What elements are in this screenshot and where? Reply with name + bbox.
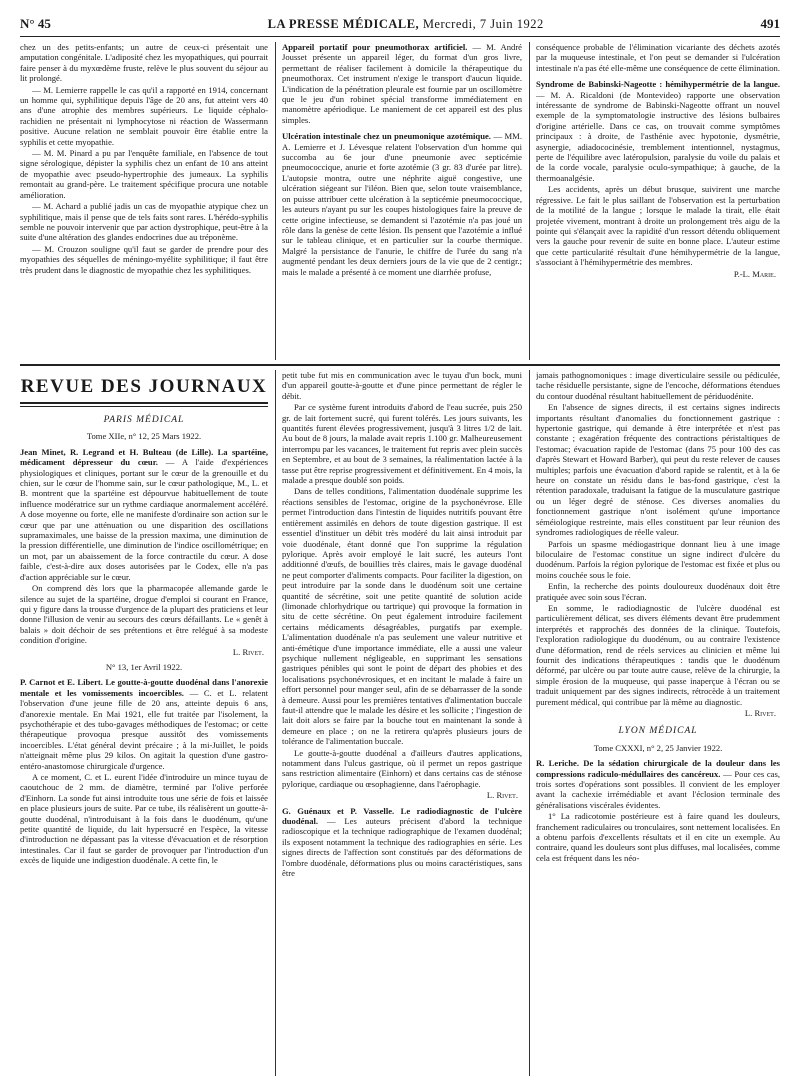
paragraph: — M. Achard a publié jadis un cas de myopathie atypique chez un syphilitique, mais il pense que de tels faits sont rares. L'hérédo-syphilis semble ne pouvoir intervenir que par action dystrophique, peut-être à la suite d'une altération des glandes endocrines due au tréponème. [20,201,268,243]
journal-name: LA PRESSE MÉDICALE, [267,17,420,31]
top-column-2 [282,42,522,362]
column-divider [529,42,530,360]
paragraph: A ce moment, C. et L. eurent l'idée d'introduire un mince tuyau de caoutchouc de 2 mm. de diamètre, terminé par l'olive perforée d'Einhorn. La sonde fut ainsi introduite tous une série de fois et laissée en place plusieurs jours de suite. Par ce tube, ils réalisèrent un goutte-à-goutte duodénal, n'introduisant à la fois dans le duodénum, qu'une petite quantité de liquide, du lait hypersucré en l'espèce, la vitesse d'introduction ne dépassant pas la vitesse d'évacuation et de résorption intestinales. Car il faut se garder de provoquer par l'introduction d'un excès de liquide une indigestion duodénale. A cette fin, le [20,772,268,866]
journal-title: PARIS MÉDICAL [103,415,185,425]
article-title: G. Guénaux et P. Vasselle. Le radiodiagnostic de l'ulcère duodénal. [282,805,522,827]
top-column-3 [536,42,780,362]
paragraph: — M. M. Pinard a pu par l'enquête familiale, en l'absence de tout signe sérologique, dépister la syphilis chez un enfant de 10 ans atteint de myopathie avec pseudo-hypertrophie des jumeaux. La syphilis remontait au grand-père. Le traitement spécifique procura une notable amélioration. [20,148,268,200]
header-rule [20,36,780,37]
paragraph: On comprend dès lors que la pharmacopée allemande garde le silence au sujet de la spartéine, drogue d'emploi si courant en France, qui y figure dans la trousse d'urgence de la plupart des praticiens et leur donne l'illusion de venir au secours des cœurs défaillants. Le « genêt à balais » doit déchoir de ses prétentions et être relégué à sa modeste condition d'origine. [20,583,268,646]
section-heading: Appareil portatif pour pneumothorax artificiel. [282,42,468,52]
paragraph: Par ce système furent introduits d'abord de l'eau sucrée, puis 250 gr. de lait fortement sucré, qui furent tolérés. Les jours suivants, les quantités furent élevées progressivement, jusqu'à 3 litres 1/2 de lait. Au bout de 8 jours, la malade avait repris 1.100 gr. Malheureusement interrompu par les vacances, le traitement fut repris avec plein succès en Septembre, et au bout de 3 semaines, la réalimentation lactée à la tasse put être reprise progressivement et définitivement. En 4 mois, la malade a presque doublé son poids. [282,402,522,486]
paragraph: En somme, le radiodiagnostic de l'ulcère duodénal est particulièrement délicat, ses divers éléments devant être prudemment interprétés et rapprochés des données de la clinique. Toutefois, l'exploration radiologique du duodénum, ou au contraire l'existence d'une déformation, rend de réels services au clinicien et même lui fournit des indications thérapeutiques : tandis que le duodénum déformé, par ulcère ou par toute autre cause, relève de la chirurgie, la simple érosion de la muqueuse, qui passe inaperçue à l'écran ou se traduit uniquement par des signes indirects, rétrocède à un traitement purement médical, qui contribue par là même au diagnostic. [536,602,780,707]
page-number: 491 [760,16,780,31]
paragraph: — MM. A. Lemierre et J. Lévesque relatent l'observation d'un homme qui succomba au 6e jour d'une pneumonie avec septicémie pneumococcique, anurie et forte azotémie (3 gr. 83 d'urée par litre). L'autopsie montra, outre une néphrite aiguë congestive, une ulcération siégeant sur l'iléon. Bien que, selon toute vraisemblance, on puisse attribuer cette ulcération à la septicémie pneumococcique, les auteurs n'ayant pu sur les coupes histologiques faire la preuve de cette origine infectieuse, se demandent si l'azotémie n'a pas joué un rôle dans la genèse de cette lésion. Ils pensent que l'azotémie a influé sur le tableau clinique, et en particulier sur la courbe thermique. Malgré la persistance de l'anurie, le chiffre de l'urée du sang n'a augmenté pendant les deux derniers jours de la vie que de 2 centigr.; mais le malade a présenté à ce moment une diarrhée profuse, [282,131,522,277]
section-heading: Ulcération intestinale chez un pneumonique azotémique. [282,131,491,142]
revue-column-3 [536,370,780,1076]
paragraph: petit tube fut mis en communication avec le tuyau d'un bock, muni d'un appareil goutte-à-goutte et d'une pince permettant de régler le débit. [282,370,522,401]
paragraph: — M. Crouzon souligne qu'il faut se garder de prendre pour des myopathies des séquelles de méningo-myélite syphilitique; il faut être très prudent dans le diagnostic de myopathie chez les syphilitiques. [20,243,268,275]
paragraph: — C. et L. relatent l'observation d'une jeune fille de 20 ans, atteinte depuis 6 ans, d'anorexie mentale. En Mai 1921, elle fut traitée par l'isolement, la psychothérapie et des tubo-gavages méthodiques de l'estomac; or cette thérapeutique provoqua presque aussitôt des vomissements incoercibles. L'état général devint précaire ; à la mi-Juillet, le poids n'atteignait même plus 29 kilos. On agitait la question d'une gastro-entéro-anastomose chirurgicale d'urgence. [20,687,268,771]
top-column-1 [20,42,268,362]
paragraph: conséquence probable de l'élimination vicariante des déchets azotés par la muqueuse intestinale, et l'on peut se demander si l'ulcération intestinale n'a pas été elle-même une conséquence de cette élimination. [536,42,780,73]
journal-title: LYON MÉDICAL [618,726,698,737]
signature: L. Rivet. [744,708,776,718]
section-title: REVUE DES JOURNAUX [20,376,268,397]
paragraph: Parfois un spasme médiogastrique donnant lieu à une image biloculaire de l'estomac constitue un signe indirect d'ulcère du duodénum. Parfois la région pylorique de l'estomac est fixée et plus ou moins couchée sous le foie. [536,538,780,580]
paragraph: — M. A. Ricaldoni (de Montevideo) rapporte une observation intéressante de syndrome de Babinski-Nageotte offrant un nouvel exemple de la symptomatologie instructive des lésions bulbaires d'origine artérielle. Dans ce cas, on trouvait comme symptômes principaux : à droite, de l'asthénie avec hypotonie, dysmétrie, asynergie, adiadococinésie, tremblement intentionnel, nystagmus, perte de l'équilibre avec latéropulsion, paralysie du voile du palais et de la corde vocale, paralysie oculo-sympathique; à gauche, de la thermoanalgésie. [536,89,780,183]
signature: L. Rivet. [486,790,518,801]
column-divider [275,370,276,1076]
issue-date: Mercredi, 7 Juin 1922 [422,17,544,31]
paragraph: chez un des petits-enfants; un autre de ceux-ci présentait une amputation congénitale. L'adiposité chez les myopathiques, qui pourrait faire penser à du myxœdème fruste, relève le plus souvent du séjour au lit prolongé. [20,42,268,84]
paragraph: — Pour ces cas, trois sortes d'opérations sont possibles. Il convient de les employer avant la cachexie irrémédiable et avant l'éclosion terminale des généralisations viscérales évidentes. [536,768,780,810]
revue-column-1 [20,370,268,1076]
article-title: R. Leriche. De la sédation chirurgicale de la douleur dans les compressions radiculo-médullaires des cancéreux. [536,758,780,779]
section-heading: Syndrome de Babinski-Nageotte : hémihypermétrie de la langue. [536,79,780,90]
section-rule [20,364,780,366]
revue-column-2 [282,370,522,1076]
paragraph: En l'absence de signes directs, il est certains signes indirects importants résultant d'anomalies du fonctionnement gastrique : hypertonie gastrique, qui demande à être interprétée et n'est pas constante ; exagération fréquente des contractions péristaltiques de l'estomac; évacuation rapide de l'estomac (dans 75 pour 100 des cas d'après Stewart et Howard Barber), qui peut du reste relever de causes multiples; parfois une évacuation d'abord rapide se ralentit, et à la 6e heure on constate un résidu dans le bas-fond gastrique, c'est la rétention paradoxale, traduisant la fatigue de la musculature gastrique ou un léger degré de sténose. Ces diverses anomalies du fonctionnement gastrique n'ont isolément qu'une importance séméiologique restreinte, mais elles constituent par leur réunion des syndromes radiologiques de réelle valeur. [536,402,780,538]
signature: L. Rivet. [232,646,264,657]
article-title: P. Carnot et E. Libert. Le goutte-à-goutte duodénal dans l'anorexie mentale et les vomissements incoercibles. [20,677,268,698]
paragraph: jamais pathognomoniques : image diverticulaire sessile ou pédiculée, tache résiduelle persistante, signe de l'encoche, déformations étendues du contour duodénal résultant habituellement de périduodénite. [536,370,780,401]
paragraph: Le goutte-à-goutte duodénal a d'ailleurs d'autres applications, notamment dans l'ulcus gastrique, où il permet un repos gastrique sans restriction alimentaire (Einhorn) et dans certains cas de sténose pylorique, cardiaque ou œsophagienne, dans l'aérophagie. [282,747,522,789]
running-title [268,17,544,32]
paragraph: — A l'aide d'expériences physiologiques et cliniques, portant sur le cœur de la grenouille et du chien, sur le cœur de l'homme sain, sur le cœur pathologique, M., L. et B. montrent que la spartéine est dépourvue habituellement de toute influence modératrice sur un rythme cardiaque anormalement accéléré. A dose moyenne ou forte, elle ne manifeste d'ordinaire son action sur le cœur que par une atténuation ou une disparition des oscillations supramaximales, une baisse de la pression maxima, une diminution de la pression différentielle, une diminution de l'indice oscillométrique; en un mot, par un abaissement de la force contractile du cœur. A dose faible, c'est-à-dire aux doses autorisées par le Codex, elle n'a pas d'action appréciable sur le cœur. [20,457,268,582]
paragraph: Enfin, la recherche des points douloureux duodénaux doit être pratiquée avec soin sous l'écran. [536,581,780,602]
title-rule [20,402,268,407]
tome-line: N° 13, 1er Avril 1922. [105,661,183,672]
paragraph: Les accidents, après un début brusque, suivirent une marche régressive. Le fait le plus saillant de l'observation est la perturbation de la motilité de la langue ; lorsque le malade la tirait, elle était projetée vivement, montrant à droite un prolongement très aigu de la pointe qui s'élançait avec la rapidité d'un ressort détendu obliquement vers la gauche pour revenir de suite en bonne place. L'auteur estime que cette particularité résultait d'une hémihypermétrie de la langue, s'associant à l'hémihypermétrie des membres. [536,184,780,268]
paragraph: — M. André Jousset présente un appareil léger, du format d'un gros livre, permettant de réaliser facilement à domicile la thérapeutique du pneumothorax. Cet instrument n'exige le transport d'aucun liquide. L'indication de la pénétration pleurale est fournie par un oscillomètre que le jeu d'un robinet spécial transforme immédiatement en manomètre apériodique. Le maniement de cet appareil est des plus simples. [282,42,522,125]
paragraph: 1° La radicotomie postérieure est à faire quand les douleurs, franchement radiculaires ou tronculaires, sont nettement localisées. En a obtenu parfois d'excellents résultats et il en cite un exemple. Au contraire, quand les douleurs sont plus diffuses, mal localisées, comme cela est fréquent dans les néo- [536,811,780,863]
column-divider [275,42,276,360]
paragraph: — M. Lemierre rappelle le cas qu'il a rapporté en 1914, concernant un homme qui, syphilitique depuis l'âge de 20 ans, fut atteint vers 40 ans d'une atrophie des membres supérieurs. Le liquide céphalo-rachidien ne présentait ni lymphocytose ni réaction de Wassermann positive. Aucune relation ne semblait pouvoir être établie entre la syphilis et cette myopathie. [20,84,268,147]
paragraph: — Les auteurs précisent d'abord la technique radioscopique et la technique radiographique de l'examen duodénal; ils exposent notamment la technique des radiographies en série. Les signes directs de l'affection sont constitués par des déformations de l'ombre duodénale, déformations plus ou moins caractéristiques, sans être [282,816,522,879]
tome-line: Tome XIIe, n° 12, 25 Mars 1922. [86,431,202,442]
paragraph: Dans de telles conditions, l'alimentation duodénale supprime les réactions sensibles de l'estomac, origine de la psychonévrose. Elle permet l'introduction dans l'intestin de liquides nutritifs pouvant être entièrement assimilés en dehors de toute digestion gastrique. Il est essentiel d'instituer un débit très modéré du lait ainsi introduit par voie duodénale, étant donné que l'on supprime la régulation pylorique. Après avoir employé le lait sucré, les auteurs l'ont additionné d'œufs, de bouillies très claires, mais le gavage duodénal ne peut comporter d'aliments compacts. Pour faciliter la digestion, on peut introduire par la sonde dans le duodénum soit une certaine quantité de sécrétine, soit une petite quantité de solution acide (limonade chlorhydrique ou tartrique) qui provoque la formation in situ de cette sécrétine. On peut également introduire facilement certains médicaments désagréables, purgatifs par exemple. L'alimentation duodénale n'a pas seulement une valeur nutritive et anti-émétique d'une importance immédiate, elle a aussi une valeur psychique nullement négligeable, en supprimant les sensations gastriques pénibles qui sont le point de départ des phobies et des localisations psychonévrosiques, et en incitant le malade à faire un effort personnel pour manger seul, afin de se débarrasser de la sonde à demeure. Aussi pour les premières tentatives d'alimentation buccale faut-il attendre que le malade les désire et les sollicite ; l'ingestion de lait doit alors se faire par la bouche tout en maintenant la sonde à demeure en place ; on ne la retirera qu'après plusieurs jours de tolérance de l'alimentation buccale. [282,486,522,747]
page-header [20,16,780,34]
tome-line: Tome CXXXI, n° 2, 25 Janvier 1922. [593,742,723,753]
column-divider [529,370,530,1076]
issue-number: N° 45 [20,16,51,31]
article-title: Jean Minet, R. Legrand et H. Bulteau (de Lille). La spartéine, médicament dépresseur du cœur. [20,446,268,468]
signature: P.-L. Marie. [733,268,776,279]
